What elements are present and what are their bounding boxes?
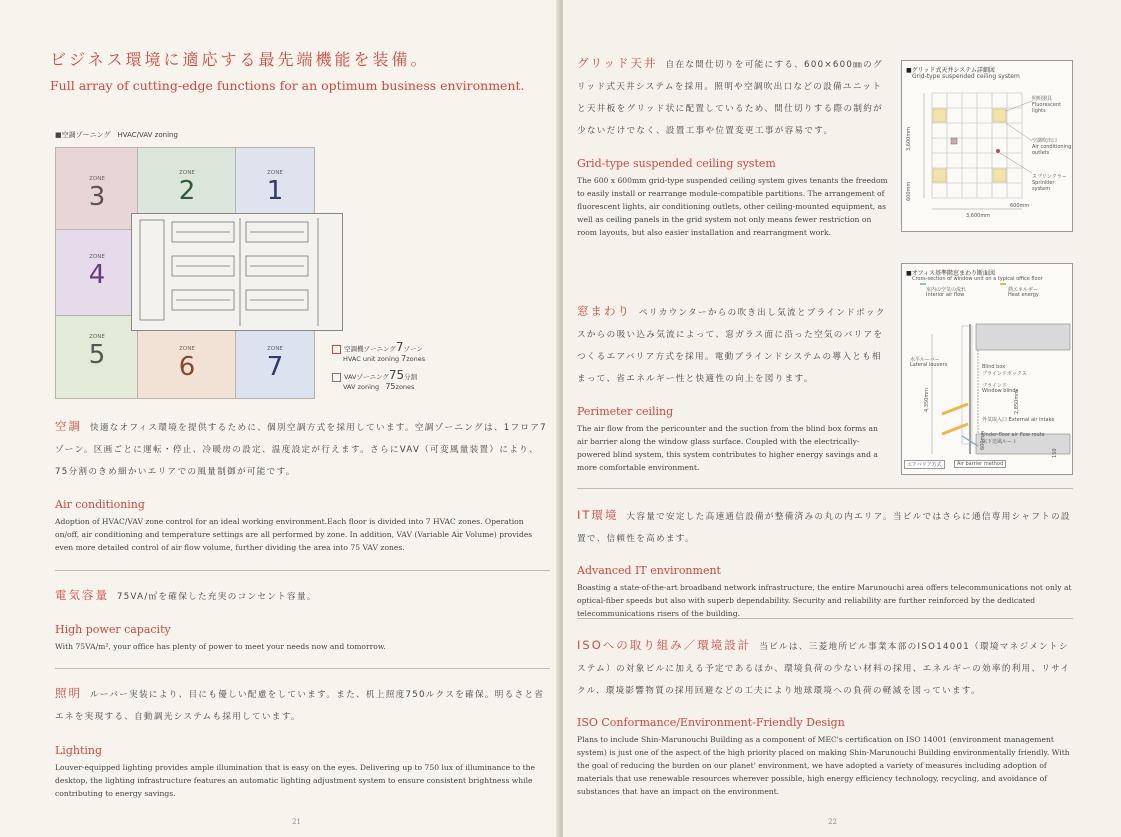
section-lighting-en-head: Lighting [55, 744, 103, 757]
section-air-en-body: Adoption of HVAC/VAV zone control for an ideal working environment.Each floor is divided into 7 HVAC zones. Operation on/off, air conditioning and temperature settings are all performed by zone. In addition, VAV (Variable Air Volume) provides even more detailed control of air flow volume, further dividing the area into 75 VAV zones. [55, 517, 533, 552]
headline-en: Full array of cutting-edge functions for an optimum business environment. [50, 78, 525, 93]
legend-vav: VAVゾーニング75分割 [332, 368, 462, 382]
zoning-legend: 空調機ゾーニング7ゾーン HVAC unit zoning 7zones VAVゾーニング75分割 VAV zoning 75zones [332, 340, 462, 391]
building-core [131, 213, 343, 331]
section-grid-jp: グリッド天井 自在な間仕切りを可能にする、600×600㎜のグリッド式天井システムを採用。照明や空調吹出口などの設備ユニットと天井板をグリッド状に配置しているため、間仕切りする際の制約が少ないだけでなく、設置工事や位置変更工事が容易です。 [577, 56, 884, 136]
zone-2: ZONE 2 [137, 147, 237, 215]
section-power-en-head: High power capacity [55, 623, 171, 636]
section-window-jp: 窓まわり ペリカウンターからの吹き出し気流とブラインドボックスからの吸い込み気流によって、窓ガラス面に沿った空気のバリアをつくるエアバリア方式を採用。電動ブラインドシステムの導入とも相まって、省エネルギー性と快適性の向上を図ります。 [577, 304, 886, 384]
page-number-left: 21 [292, 818, 301, 826]
section-iso-jp: ISOへの取り組み／環境設計 当ビルは、三菱地所ビル事業本部のISO14001（環境マネジメントシステム）の対象ビルに加える予定であるほか、環境負荷の少ない材料の採用、エネルギーの効率的利用、リサイクル、環境影響物質の採用回避などの工夫により地球環境への負荷の軽減を図っています。 [577, 638, 1071, 696]
section-iso-en-body: Plans to include Shin-Marunouchi Building as a component of MEC's certification on ISO 14001 (environment management system) is just one of the aspect of the high priority placed on making Shin-Marunouchi Building environmentally friendly. With the goal of reducing the burden on our planet' environment, we have adopted a variety of measures including adoption of materials that use renewable resources wherever possible, high energy efficiency technology, recycling, and avoidance of substances that have an impact on the environment. [577, 735, 1070, 796]
page-number-right: 22 [828, 818, 837, 826]
section-it-en-body: Boasting a state-of-the-art broadband network infrastructure, the entire Marunouchi area offers telecommunications not only at optical-fiber speeds but also with superb dependability. Security and reliability are further reinforced by the dedicated telecommunications risers of the building. [577, 583, 1072, 618]
section-air-jp: 空調 快適なオフィス環境を提供するために、個別空調方式を採用しています。空調ゾーニングは、1フロア7ゾーン。区画ごとに運転・停止、冷暖房の設定、温度設定が行えます。さらにVAV（可変風量装置）により、75分割のきめ細かいエリアでの風量制御が可能です。 [55, 419, 547, 477]
window-section-diagram: ■オフィス基準階窓まわり断面図 Cross-section of window unit on a typical office floor 室内の空気の流れ Interior air flow 熱エネルギー Heat energy 水平ルーバー Lateral louvers Blind box ブラインドボックス ブラインド Window blinds 外気取入口 External air intake Under-floor air flow route 床下送風ルート 4,350mm 2,850mm 600mm 150 エアバリア方式 Air barrier method [901, 263, 1073, 475]
zone-5: ZONE 5 [55, 315, 139, 399]
section-air-en-head: Air conditioning [55, 498, 145, 511]
legend-hvac: 空調機ゾーニング7ゾーン [332, 340, 462, 354]
zone-4: ZONE 4 [55, 229, 139, 317]
section-iso-en-head: ISO Conformance/Environment-Friendly Design [577, 716, 845, 729]
zone-3: ZONE 3 [55, 147, 139, 231]
section-grid-en-head: Grid-type suspended ceiling system [577, 157, 776, 170]
section-it-jp: IT環境 大容量で安定した高速通信設備が整備済みの丸の内エリア。当ビルではさらに通信専用シャフトの設置で、信頼性を高めます。 [577, 508, 1071, 544]
section-grid-en-body: The 600 x 600mm grid-type suspended ceiling system gives tenants the freedom to easily install or rearrange module-compatible partitions. The arrangement of fluorescent lights, air conditioning outlets, other ceiling-mounted equipment, as well as ceiling panels in the grid system not only means fewer restriction on room layouts, but also easier installation and rearrangment work. [577, 176, 888, 237]
left-page [0, 0, 560, 837]
grid-ceiling-diagram: ■グリッド式天井システム詳細図 Grid-type suspended ceiling system 照明器具 Fluorescent lights 空調吹出口 Air conditioning outlets スプリンクラー Sprinkler system 3,600mm 600mm 3,600mm 600mm [901, 60, 1073, 232]
section-power-jp: 電気容量 75VA/㎡を確保した充実のコンセント容量。 [55, 588, 317, 602]
headline-jp: ビジネス環境に適応する最先端機能を装備。 [50, 50, 430, 69]
section-lighting-en-body: Louver-equipped lighting provides ample illumination that is easy on the eyes. Delivering up to 750 lux of illuminance to the desktop, the lighting infrastructure features an automatic lighting adjustment system to ensure consistent brightness while contributing to energy savings. [55, 763, 536, 798]
section-window-en-head: Perimeter ceiling [577, 405, 674, 418]
section-lighting-jp: 照明 ルーバー実装により、目にも優しい配慮をしています。また、机上照度750ルクスを確保。明るさと省エネを実現する、自動調光システムも採用しています。 [55, 686, 545, 722]
section-window-en-body: The air flow from the pericounter and the suction from the blind box forms an air barrier along the window glass surface. Coupled with the electrically-powered blind system, this system contributes to higher energy savings and a more comfortable environment. [577, 424, 878, 472]
zoning-caption: ■空調ゾーニング HVAC/VAV zoning [55, 131, 178, 139]
right-page [563, 0, 1121, 837]
zone-1: ZONE 1 [235, 147, 315, 215]
section-it-en-head: Advanced IT environment [577, 564, 721, 577]
zone-6: ZONE 6 [137, 329, 237, 399]
zoning-floor-plan [55, 147, 345, 399]
section-power-en-body: With 75VA/m², your office has plenty of power to meet your needs now and tomorrow. [55, 642, 386, 651]
zone-7: ZONE 7 [235, 329, 315, 399]
